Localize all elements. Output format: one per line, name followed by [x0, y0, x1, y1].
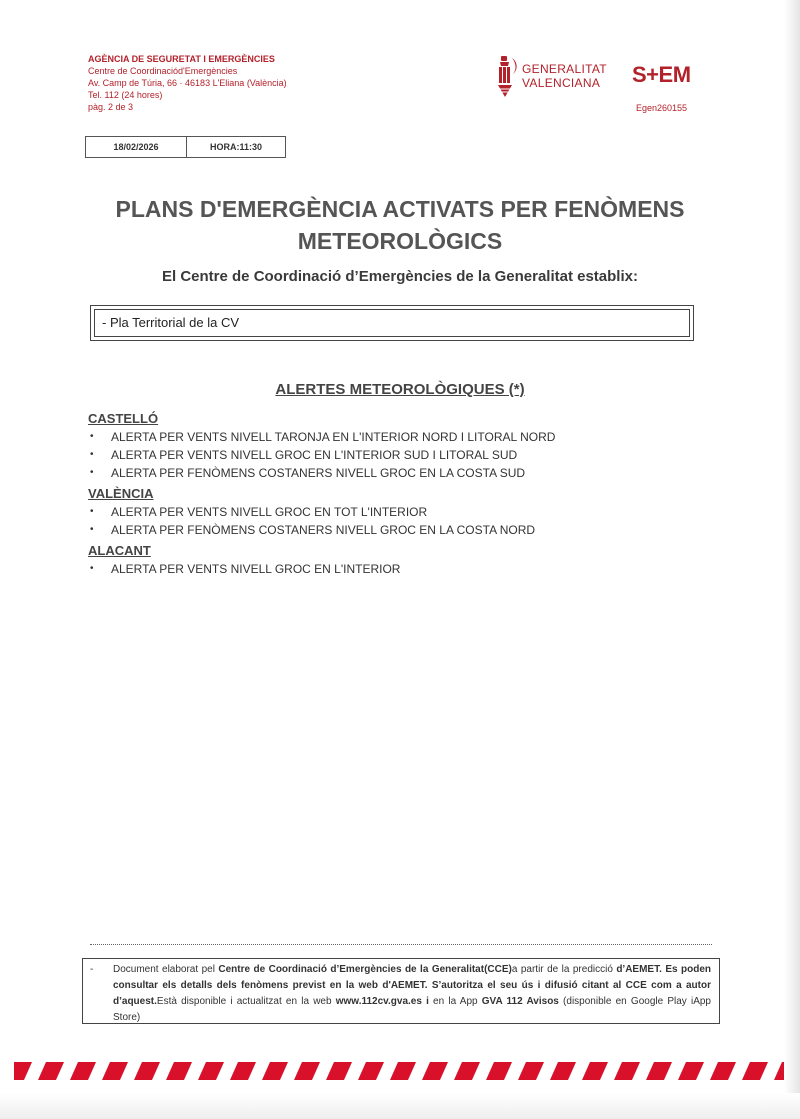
page-subtitle: El Centre de Coordinació d’Emergències de la Generalitat establix: [162, 268, 638, 285]
hazard-stripe [198, 1062, 224, 1080]
date-cell: 18/02/2026 [86, 137, 187, 157]
gva-line-2: VALENCIANA [522, 76, 601, 90]
region-name: ALACANT [88, 543, 151, 558]
alert-item [88, 560, 708, 578]
bullet: • [90, 449, 94, 460]
region-name: CASTELLÓ [88, 411, 159, 426]
bullet: • [90, 431, 94, 442]
hazard-stripe [70, 1062, 96, 1080]
alert-text: ALERTA PER FENÒMENS COSTANERS NIVELL GROC EN LA COSTA NORD [111, 523, 536, 537]
bullet: • [90, 563, 94, 574]
alert-item [88, 428, 708, 446]
alert-list [88, 428, 708, 482]
footer-bold-2: d’AEMET. Es poden consultar els detalls dels fenòmens previst en la web d'AEMET. S’autoritza el seu ús i difusió citant al CCE com a autor d’aquest. [113, 964, 711, 1007]
hour-cell: HORA:11:30 [209, 142, 263, 152]
region-alacant [88, 542, 708, 578]
hazard-stripe [518, 1062, 544, 1080]
hazard-stripe [390, 1062, 416, 1080]
hazard-stripe [14, 1062, 32, 1080]
hazard-stripes [14, 1062, 786, 1080]
title-line-1: PLANS D'EMERGÈNCIA ACTIVATS PER FENÒMENS [115, 196, 685, 222]
hazard-stripe [326, 1062, 352, 1080]
alert-text: ALERTA PER FENÒMENS COSTANERS NIVELL GROC EN LA COSTA SUD [111, 466, 526, 480]
footer-text-5: (disponible en Google Play iApp Store) [113, 996, 711, 1023]
page-edge-shadow [784, 0, 800, 1119]
plan-box [90, 305, 694, 341]
hazard-stripe [486, 1062, 512, 1080]
alert-item [88, 521, 708, 539]
alert-text: ALERTA PER VENTS NIVELL GROC EN L'INTERIOR [111, 562, 401, 576]
hazard-stripe [134, 1062, 160, 1080]
alert-list [88, 503, 708, 539]
footer-text-2: a partir de la predicció [511, 964, 617, 975]
hazard-stripe-border [14, 1062, 786, 1080]
bullet: • [90, 467, 94, 478]
hazard-stripe [710, 1062, 736, 1080]
alert-list [88, 560, 708, 578]
hazard-stripe [102, 1062, 128, 1080]
hazard-stripe [646, 1062, 672, 1080]
page-number: pàg. 2 de 3 [88, 102, 134, 112]
plan-text: - Pla Territorial de la CV [94, 309, 690, 337]
footer-disclaimer [82, 958, 720, 1024]
alert-item [88, 503, 708, 521]
hazard-stripe [166, 1062, 192, 1080]
hazard-stripe [262, 1062, 288, 1080]
alert-text: ALERTA PER VENTS NIVELL GROC EN L'INTERIOR SUD I LITORAL SUD [111, 448, 518, 462]
footer-dash: - [90, 964, 94, 975]
generalitat-wordmark [522, 62, 607, 90]
page-title [90, 193, 710, 257]
hazard-stripe [454, 1062, 480, 1080]
centre-name: Centre de Coordinaciód'Emergències [88, 66, 238, 76]
gva-line-1: GENERALITAT [522, 62, 607, 76]
footer-text-1: Document elaborat pel [113, 964, 219, 975]
alert-text: ALERTA PER VENTS NIVELL TARONJA EN L'INTERIOR NORD I LITORAL NORD [111, 430, 556, 444]
footer-app-name: GVA 112 Avisos [481, 996, 559, 1007]
hazard-stripe [582, 1062, 608, 1080]
bullet: • [90, 506, 94, 517]
region-castello [88, 410, 708, 482]
region-valencia [88, 485, 708, 539]
bullet: • [90, 524, 94, 535]
sem-logo: S+EM [632, 62, 691, 87]
alert-regions [88, 410, 708, 578]
footer-divider [90, 944, 712, 945]
footer-text-4: en la App [428, 996, 482, 1007]
hazard-stripe [678, 1062, 704, 1080]
date-hour-table [85, 136, 286, 158]
hazard-stripe [742, 1062, 768, 1080]
hazard-stripe [38, 1062, 64, 1080]
page-bottom-shadow [0, 1093, 800, 1119]
hazard-stripe [422, 1062, 448, 1080]
region-name: VALÈNCIA [88, 486, 154, 501]
document-code: Egen260155 [636, 103, 688, 113]
hazard-stripe [230, 1062, 256, 1080]
footer-bold-1: Centre de Coordinació d’Emergències de la Generalitat(CCE) [218, 964, 512, 975]
alerts-heading: ALERTES METEOROLÒGIQUES (*) [275, 381, 525, 398]
footer-website-link[interactable]: www.112cv.gva.es i [335, 996, 429, 1007]
alert-text: ALERTA PER VENTS NIVELL GROC EN TOT L'INTERIOR [111, 505, 428, 519]
hazard-stripe [550, 1062, 576, 1080]
footer-text-3: Està disponible i actualitzat en la web [156, 996, 336, 1007]
hazard-stripe [358, 1062, 384, 1080]
phone: Tel. 112 (24 hores) [88, 90, 163, 100]
address: Av. Camp de Túria, 66 · 46183 L'Eliana (València) [88, 78, 287, 88]
alert-item [88, 446, 708, 464]
title-line-2: METEOROLÒGICS [297, 228, 503, 254]
org-name: AGÈNCIA DE SEGURETAT I EMERGÈNCIES [88, 54, 275, 64]
hazard-stripe [614, 1062, 640, 1080]
alert-item [88, 464, 708, 482]
hazard-stripe [294, 1062, 320, 1080]
organization-header [88, 53, 287, 113]
